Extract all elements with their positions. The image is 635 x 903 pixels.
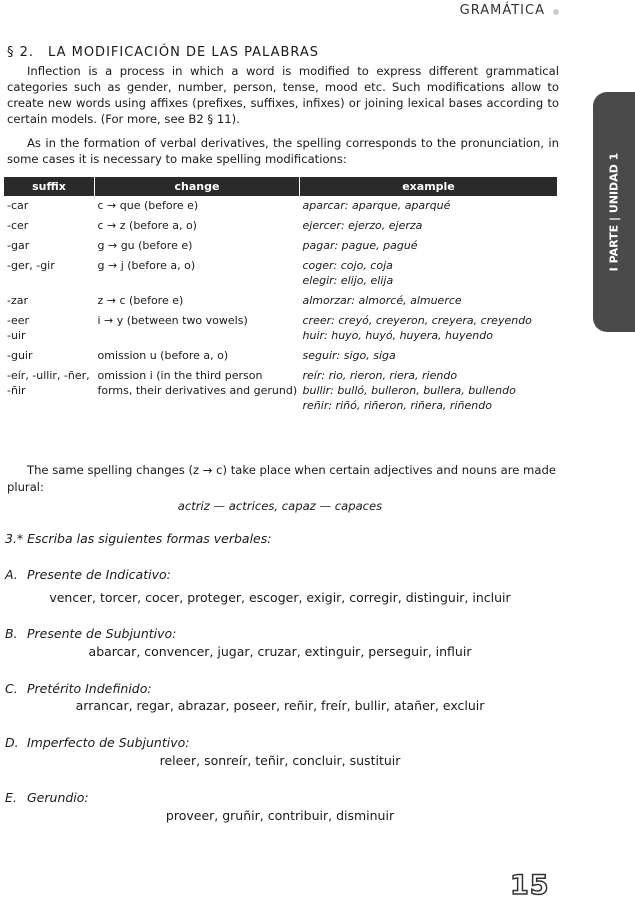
suffix-cell: -car <box>7 199 29 212</box>
suffix-cell: -cer <box>7 219 29 232</box>
exercise-item-a-label <box>5 567 171 582</box>
page-number: 15 <box>510 870 550 901</box>
exercise-item-c-words: arrancar, regar, abrazar, poseer, reñir, freír, bullir, atañer, excluir <box>75 698 485 713</box>
table-row <box>4 196 557 216</box>
exercise-item-e-words: proveer, gruñir, contribuir, disminuir <box>165 808 395 823</box>
suffix-cell: -eer -uir <box>7 314 30 342</box>
spelling-table <box>4 177 557 416</box>
table-row <box>4 291 557 311</box>
chapter-side-tab <box>593 92 635 332</box>
change-cell: c → que (before e) <box>97 199 199 212</box>
section-number: § 2. <box>7 45 35 60</box>
exercise-item-a-words: vencer, torcer, cocer, proteger, escoger, exigir, corregir, distinguir, incluir <box>49 590 511 605</box>
change-cell: c → z (before a, o) <box>97 219 197 232</box>
table-row <box>4 346 557 366</box>
change-cell: omission i (in the third person forms, their derivatives and gerund) <box>97 369 298 397</box>
exercise-item-b-label <box>5 626 176 641</box>
change-cell: z → c (before e) <box>97 294 184 307</box>
intro-paragraph: Inflection is a process in which a word is modified to express different grammatical categories such as gender, number, person, tense, mood etc. Such modifications allow to create new words using affixes (prefixes, suffixes, infixes) or joining lexical bases according to certain models. (For more, see B2 § 11). <box>7 64 559 126</box>
exercise-item-c-label <box>5 681 152 696</box>
section-heading <box>7 45 319 60</box>
item-letter: B. <box>5 626 18 641</box>
exercise-title: 3.* Escriba las siguientes formas verbales: <box>5 531 272 546</box>
example-cell: aparcar: aparque, aparqué <box>302 199 451 212</box>
example-cell: reír: rio, rieron, riera, riendo bullir: bulló, bulleron, bullera, bullendo reñir: riñó, riñeron, riñera, riñendo <box>302 369 516 412</box>
item-label: Gerundio: <box>27 790 89 805</box>
example-cell: pagar: pague, pagué <box>302 239 418 252</box>
section-title: LA MODIFICACIÓN DE LAS PALABRAS <box>48 45 320 60</box>
column-header-example: example <box>300 177 558 196</box>
change-cell: i → y (between two vowels) <box>97 314 248 327</box>
item-label: Presente de Subjuntivo: <box>27 626 177 641</box>
example-cell: coger: cojo, coja elegir: elijo, elija <box>302 259 394 287</box>
example-cell: seguir: sigo, siga <box>302 349 396 362</box>
suffix-cell: -zar <box>7 294 29 307</box>
table-row <box>4 311 557 346</box>
exercise-item-d-label <box>5 735 189 750</box>
table-header-row <box>4 177 557 196</box>
table-row <box>4 366 557 416</box>
example-cell: almorzar: almorcé, almuerce <box>302 294 462 307</box>
spelling-paragraph: As in the formation of verbal derivatives, the spelling corresponds to the pronunciation, in some cases it is necessary to make spelling modifications: <box>7 136 559 166</box>
exercise-item-b-words: abarcar, convencer, jugar, cruzar, extinguir, perseguir, influir <box>88 644 472 659</box>
change-cell: g → j (before a, o) <box>97 259 196 272</box>
example-cell: ejercer: ejerzo, ejerza <box>302 219 423 232</box>
header-bullet <box>553 9 559 15</box>
change-cell: g → gu (before e) <box>97 239 193 252</box>
suffix-cell: -eír, -ullir, -ñer, -ñir <box>7 369 90 397</box>
table-row <box>4 236 557 256</box>
item-letter: D. <box>5 735 19 750</box>
example-cell: creer: creyó, creyeron, creyera, creyendo huir: huyo, huyó, huyera, huyendo <box>302 314 532 342</box>
change-cell: omission u (before a, o) <box>97 349 229 362</box>
exercise-item-d-words: releer, sonreír, teñir, concluir, sustituir <box>159 753 401 768</box>
column-header-change: change <box>95 177 300 196</box>
item-letter: C. <box>5 681 18 696</box>
chapter-side-tab-label: I PARTE | UNIDAD 1 <box>607 152 621 272</box>
item-label: Imperfecto de Subjuntivo: <box>27 735 190 750</box>
plural-note: The same spelling changes (z → c) take place when certain adjectives and nouns are made plural: <box>7 463 556 494</box>
table-row <box>4 216 557 236</box>
suffix-cell: -ger, -gir <box>7 259 55 272</box>
plural-example: actriz — actrices, capaz — capaces <box>177 499 383 513</box>
column-header-suffix: suffix <box>4 177 95 196</box>
exercise-item-e-label <box>5 790 89 805</box>
item-label: Presente de Indicativo: <box>27 567 171 582</box>
item-letter: A. <box>5 567 18 582</box>
item-label: Pretérito Indefinido: <box>27 681 152 696</box>
suffix-cell: -gar <box>7 239 30 252</box>
item-letter: E. <box>5 790 17 805</box>
running-header: GRAMÁTICA <box>459 3 545 18</box>
table-row <box>4 256 557 291</box>
suffix-cell: -guir <box>7 349 33 362</box>
